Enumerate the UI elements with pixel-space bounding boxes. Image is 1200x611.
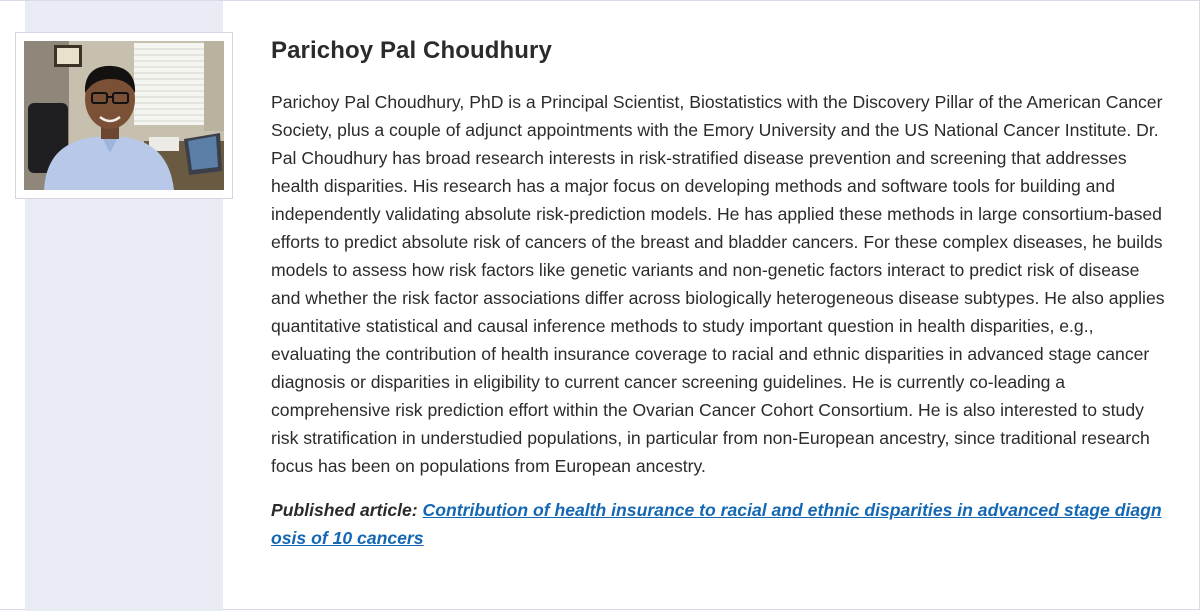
published-article-link[interactable]: Contribution of health insurance to racial and ethnic disparities in advanced stage diagnosis of 10 cancers <box>271 500 1162 548</box>
profile-photo <box>24 41 224 190</box>
profile-content <box>271 35 1176 552</box>
published-article <box>271 496 1171 552</box>
published-article-label: Published article: <box>271 500 418 520</box>
profile-name: Parichoy Pal Choudhury <box>271 37 552 64</box>
profile-photo-frame <box>15 32 233 199</box>
profile-bio: Parichoy Pal Choudhury, PhD is a Principal Scientist, Biostatistics with the Discovery Pillar of the American Cancer Society, plus a couple of adjunct appointments with the Emory University and the US National Cancer Institute. Dr. Pal Choudhury has broad research interests in risk-stratified disease prevention and screening that addresses health disparities. His research has a major focus on developing methods and software tools for building and independently validating absolute risk-prediction models. He has applied these methods in large consortium-based efforts to predict absolute risk of cancers of the breast and bladder cancers. For these complex diseases, he builds models to assess how risk factors like genetic variants and non-genetic factors interact to predict risk of disease and whether the risk factor associations differ across biologically heterogeneous disease subtypes. He also applies quantitative statistical and causal inference methods to study important question in health disparities, e.g., evaluating the contribution of health insurance coverage to racial and ethnic disparities in advanced stage cancer diagnosis or disparities in eligibility to current cancer screening guidelines. He is currently co-leading a comprehensive risk prediction effort within the Ovarian Cancer Cohort Consortium. He is also interested to study risk stratification in understudied populations, in particular from non-European ancestry, since traditional research focus has been on populations from European ancestry. <box>271 92 1165 476</box>
